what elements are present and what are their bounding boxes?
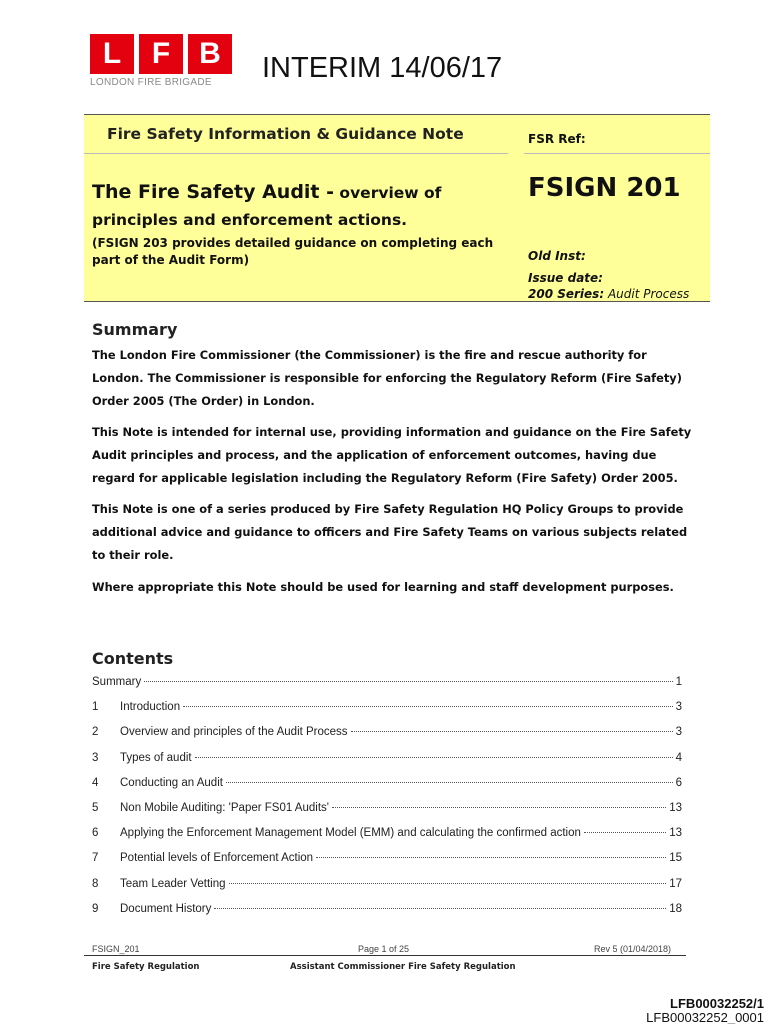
toc-entry-number: 8 — [92, 877, 99, 890]
toc-entry-number: 2 — [92, 726, 99, 739]
summary-heading: Summary — [92, 320, 178, 339]
toc-entry-page: 15 — [669, 852, 682, 865]
logo-letter-b: B — [188, 34, 232, 74]
footer-page-info: Page 1 of 25 — [358, 944, 410, 954]
toc-entry[interactable] — [92, 777, 682, 802]
toc-entry-title: Introduction — [120, 701, 181, 714]
toc-entry-title: Types of audit — [120, 751, 192, 764]
toc-entry-number: 6 — [92, 827, 99, 840]
title-line2: principles and enforcement actions. — [92, 211, 408, 229]
toc-entry[interactable] — [92, 802, 682, 827]
toc-entry-title: Applying the Enforcement Management Model (EMM) and calculating the confirmed action — [120, 827, 581, 840]
toc-entry-page: 1 — [675, 676, 682, 688]
toc-entry-title: Non Mobile Auditing: 'Paper FS01 Audits' — [120, 801, 329, 814]
toc-entry-page: 18 — [669, 902, 682, 915]
toc-entry-page: 4 — [675, 751, 682, 764]
toc-entry[interactable] — [92, 726, 682, 751]
document-code: FSIGN 201 — [528, 173, 681, 203]
toc-entry-page: 6 — [675, 776, 682, 789]
toc-dot-leader — [316, 857, 666, 858]
toc-entry-title: Overview and principles of the Audit Process — [120, 726, 348, 739]
summary-paragraph: This Note is one of a series produced by Fire Safety Regulation HQ Policy Groups to provide additional advice and guidance to officers and Fire Safety Teams on various subjects related to their role. — [92, 502, 688, 562]
toc-entry-number: 1 — [92, 701, 99, 714]
toc-entry[interactable] — [92, 701, 682, 726]
toc-entry-page: 13 — [669, 827, 682, 840]
toc-entry[interactable] — [92, 878, 682, 903]
summary-paragraph: Where appropriate this Note should be used for learning and staff development purposes. — [92, 580, 674, 594]
guidance-note-label: Fire Safety Information & Guidance Note — [107, 125, 464, 143]
toc-entry-number: 9 — [92, 902, 99, 915]
logo-letter-f: F — [139, 34, 183, 74]
toc-entry-page: 13 — [669, 801, 682, 814]
footer-divider — [84, 955, 686, 956]
toc-entry-page: 3 — [675, 701, 682, 714]
toc-entry[interactable] — [92, 676, 682, 701]
footer-department: Fire Safety Regulation — [92, 962, 200, 972]
toc-entry-title: Potential levels of Enforcement Action — [120, 852, 314, 865]
toc-entry-number: 7 — [92, 852, 99, 865]
title-small: overview of — [334, 184, 442, 202]
summary-paragraph: The London Fire Commissioner (the Commissioner) is the fire and rescue authority for London. The Commissioner is responsible for enforcing the Regulatory Reform (Fire Safety) Order 2005 (The Order) in London. — [92, 348, 682, 408]
footer-doc-code: FSIGN_201 — [92, 944, 140, 954]
toc-entry[interactable] — [92, 827, 682, 852]
fsr-ref-label: FSR Ref: — [528, 132, 586, 146]
panel-left — [84, 115, 512, 301]
toc-entry[interactable] — [92, 903, 682, 928]
reference-stamp: LFB00032252/1 — [670, 996, 764, 1011]
logo-subtitle: LONDON FIRE BRIGADE — [90, 77, 212, 88]
toc-entry-title: Document History — [120, 902, 212, 915]
toc-entry-number: 5 — [92, 801, 99, 814]
toc-dot-leader — [214, 908, 666, 909]
toc-entry-title: Conducting an Audit — [120, 776, 223, 789]
toc-entry-title: Summary — [92, 676, 142, 688]
toc-dot-leader — [351, 731, 673, 732]
document-title — [92, 179, 512, 233]
issue-date-label: Issue date: — [528, 271, 603, 285]
footer-revision: Rev 5 (01/04/2018) — [594, 944, 672, 954]
footer-owner: Assistant Commissioner Fire Safety Regulation — [290, 962, 516, 972]
toc-entry-number: 4 — [92, 776, 99, 789]
toc-dot-leader — [183, 706, 672, 707]
interim-date: INTERIM 14/06/17 — [262, 52, 503, 84]
toc-entry-number: 3 — [92, 751, 99, 764]
toc-dot-leader — [332, 807, 666, 808]
panel-right — [524, 115, 710, 301]
lfb-logo — [90, 34, 232, 88]
toc-entry[interactable] — [92, 752, 682, 777]
toc-entry-title: Team Leader Vetting — [120, 877, 226, 890]
toc-dot-leader — [195, 757, 673, 758]
table-of-contents — [92, 676, 682, 928]
reference-stamp-secondary: LFB00032252_0001 — [646, 1010, 764, 1024]
sub-note: (FSIGN 203 provides detailed guidance on completing each part of the Audit Form) — [92, 236, 494, 267]
toc-entry-page: 3 — [675, 726, 682, 739]
toc-dot-leader — [144, 681, 672, 682]
toc-entry[interactable] — [92, 852, 682, 877]
summary-paragraph: This Note is intended for internal use, providing information and guidance on the Fire Safety Audit principles and process, and the application of enforcement outcomes, having due regard for applicable legislation including the Regulatory Reform (Fire Safety) Order 2005. — [92, 425, 692, 485]
series-label: 200 Series: Audit Process — [528, 287, 690, 301]
toc-entry-page: 17 — [669, 877, 682, 890]
header-panel — [84, 114, 710, 302]
divider — [84, 153, 508, 154]
toc-dot-leader — [226, 782, 673, 783]
contents-heading: Contents — [92, 649, 174, 668]
old-inst-label: Old Inst: — [528, 249, 586, 263]
title-main: The Fire Safety Audit - — [92, 181, 335, 203]
logo-letter-l: L — [90, 34, 134, 74]
toc-dot-leader — [584, 832, 666, 833]
toc-dot-leader — [229, 883, 667, 884]
divider — [524, 153, 710, 154]
